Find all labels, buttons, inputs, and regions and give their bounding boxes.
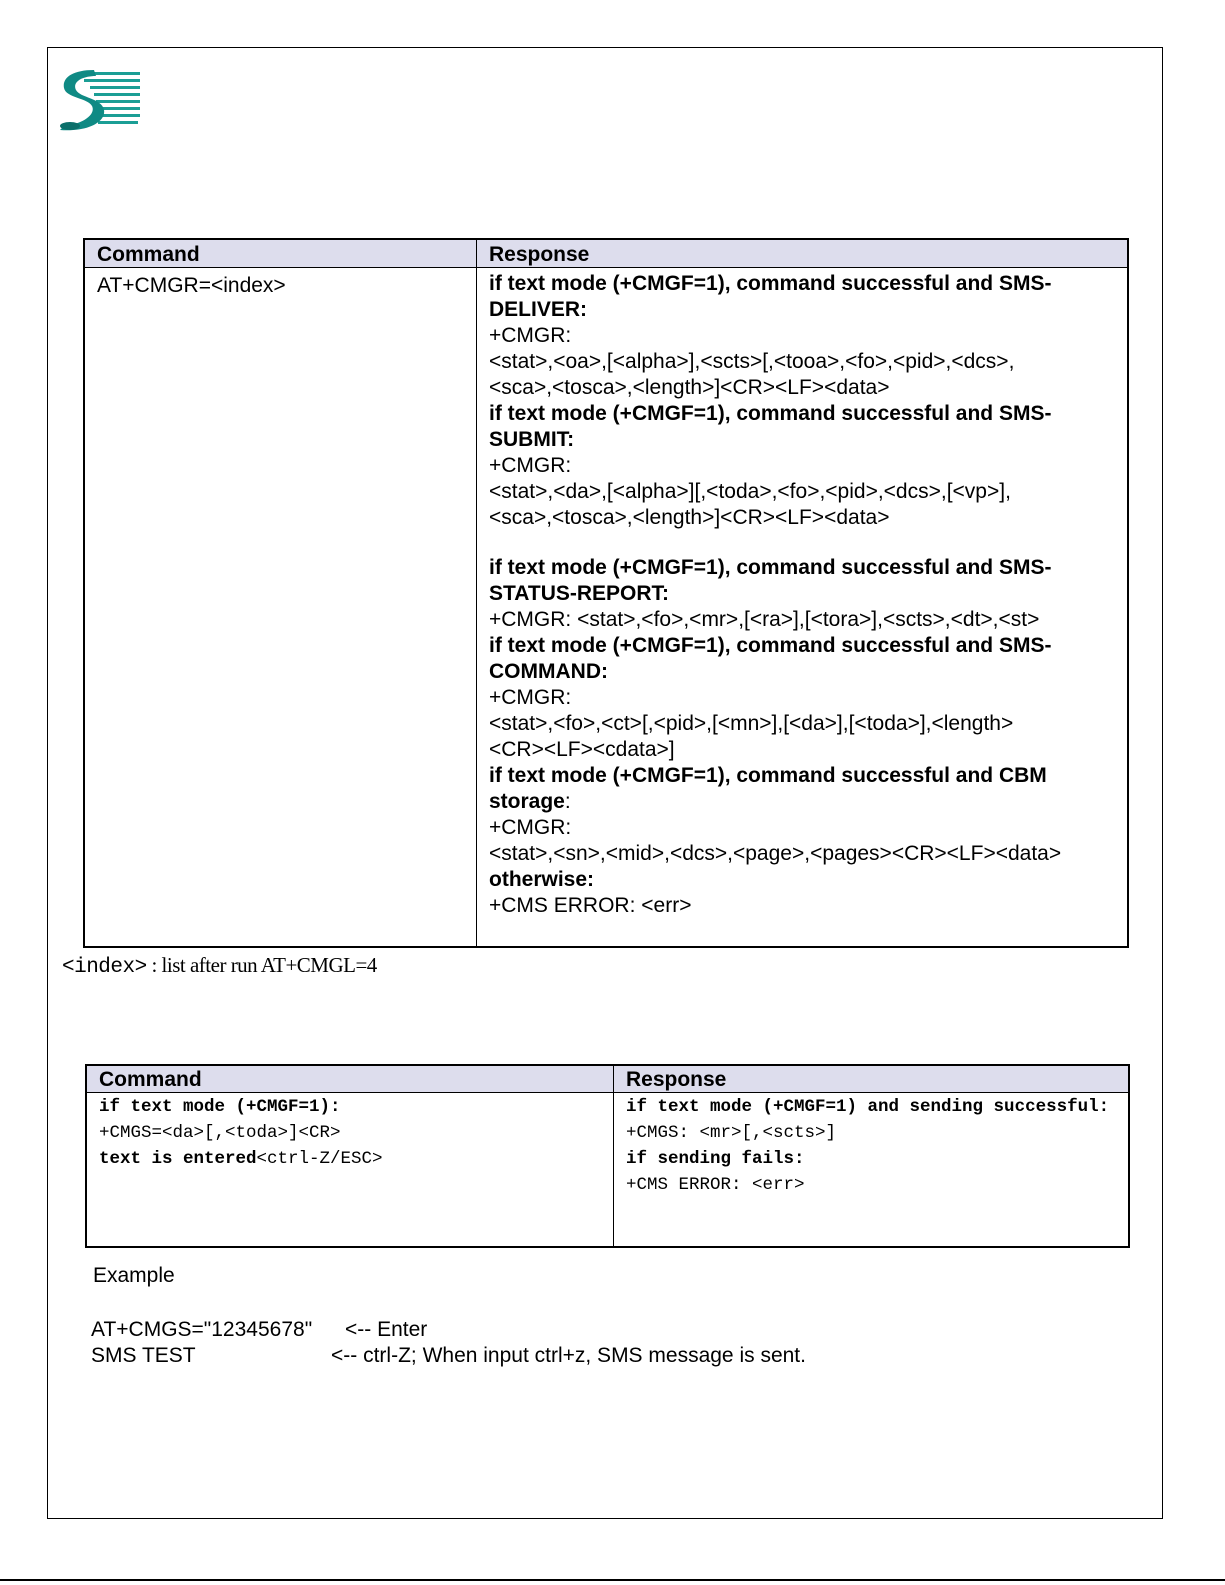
page-bottom-rule <box>0 1579 1225 1581</box>
cmgs-command-table <box>85 1064 1130 1248</box>
cmgs-text-entered: text is entered <box>99 1149 257 1169</box>
cbm-colon: : <box>564 790 571 813</box>
table1-command-cell: AT+CMGR=<index> <box>84 268 477 948</box>
deliver-line: <stat>,<oa>,[<alpha>],<scts>[,<tooa>,<fo>,<pid>,<dcs>, <box>489 350 1015 373</box>
table1-header-command: Command <box>84 239 477 268</box>
status-report-heading: if text mode (+CMGF=1), command successful and SMS-STATUS-REPORT: <box>489 556 1052 605</box>
example-title: Example <box>93 1264 175 1287</box>
cbm-line: +CMGR: <box>489 816 572 839</box>
index-note-code: <index> <box>62 956 147 979</box>
cmgs-response-line: +CMGS: <mr>[,<scts>] <box>626 1123 837 1143</box>
otherwise-line: +CMS ERROR: <err> <box>489 894 692 917</box>
cbm-heading: if text mode (+CMGF=1), command successful and CBM storage <box>489 764 1047 813</box>
index-note <box>62 951 377 982</box>
deliver-line: +CMGR: <box>489 324 572 347</box>
command-heading: if text mode (+CMGF=1), command successful and SMS-COMMAND: <box>489 634 1052 683</box>
deliver-line: <sca>,<tosca>,<length>]<CR><LF><data> <box>489 376 890 399</box>
cmgs-response-line: if sending fails: <box>626 1149 805 1169</box>
submit-line: <stat>,<da>,[<alpha>][,<toda>,<fo>,<pid>,<dcs>,[<vp>], <box>489 480 1011 503</box>
cmgs-response-line: +CMS ERROR: <err> <box>626 1175 805 1195</box>
company-logo <box>58 68 142 132</box>
example-message: SMS TEST <box>91 1344 196 1367</box>
index-note-text: : list after run AT+CMGL=4 <box>146 953 377 977</box>
table1-header-response: Response <box>477 239 1129 268</box>
table2-header-response: Response <box>614 1065 1130 1093</box>
cmgs-command-line: if text mode (+CMGF=1): <box>99 1097 341 1117</box>
table2-command-cell <box>86 1093 614 1248</box>
cmgs-ctrl-z: <ctrl-Z/ESC> <box>256 1149 383 1169</box>
command-line: +CMGR: <box>489 686 572 709</box>
example-message-note: <-- ctrl-Z; When input ctrl+z, SMS message is sent. <box>331 1344 806 1367</box>
table2-response-cell <box>614 1093 1130 1248</box>
cbm-line: <stat>,<sn>,<mid>,<dcs>,<page>,<pages><CR><LF><data> <box>489 842 1062 865</box>
spacer <box>489 531 1115 555</box>
command-line: <stat>,<fo>,<ct>[,<pid>,[<mn>],[<da>],[<toda>],<length> <box>489 712 1014 735</box>
cmgs-response-line: if text mode (+CMGF=1) and sending successful: <box>626 1097 1110 1117</box>
otherwise-heading: otherwise: <box>489 868 595 891</box>
deliver-heading: if text mode (+CMGF=1), command successful and SMS-DELIVER: <box>489 272 1052 321</box>
table2-header-command: Command <box>86 1065 614 1093</box>
submit-heading: if text mode (+CMGF=1), command successful and SMS-SUBMIT: <box>489 402 1052 451</box>
cmgs-command-line: +CMGS=<da>[,<toda>]<CR> <box>99 1123 341 1143</box>
cmgs-command-line <box>99 1146 601 1172</box>
cmgr-command-table <box>83 238 1129 948</box>
status-report-line: +CMGR: <stat>,<fo>,<mr>,[<ra>],[<tora>],<scts>,<dt>,<st> <box>489 608 1040 631</box>
cbm-heading-row <box>489 763 1115 815</box>
example-command-note: <-- Enter <box>345 1318 428 1341</box>
table1-response-cell <box>477 268 1129 948</box>
command-line: <CR><LF><cdata>] <box>489 738 675 761</box>
example-command: AT+CMGS="12345678" <box>91 1318 313 1341</box>
submit-line: +CMGR: <box>489 454 572 477</box>
submit-line: <sca>,<tosca>,<length>]<CR><LF><data> <box>489 506 890 529</box>
